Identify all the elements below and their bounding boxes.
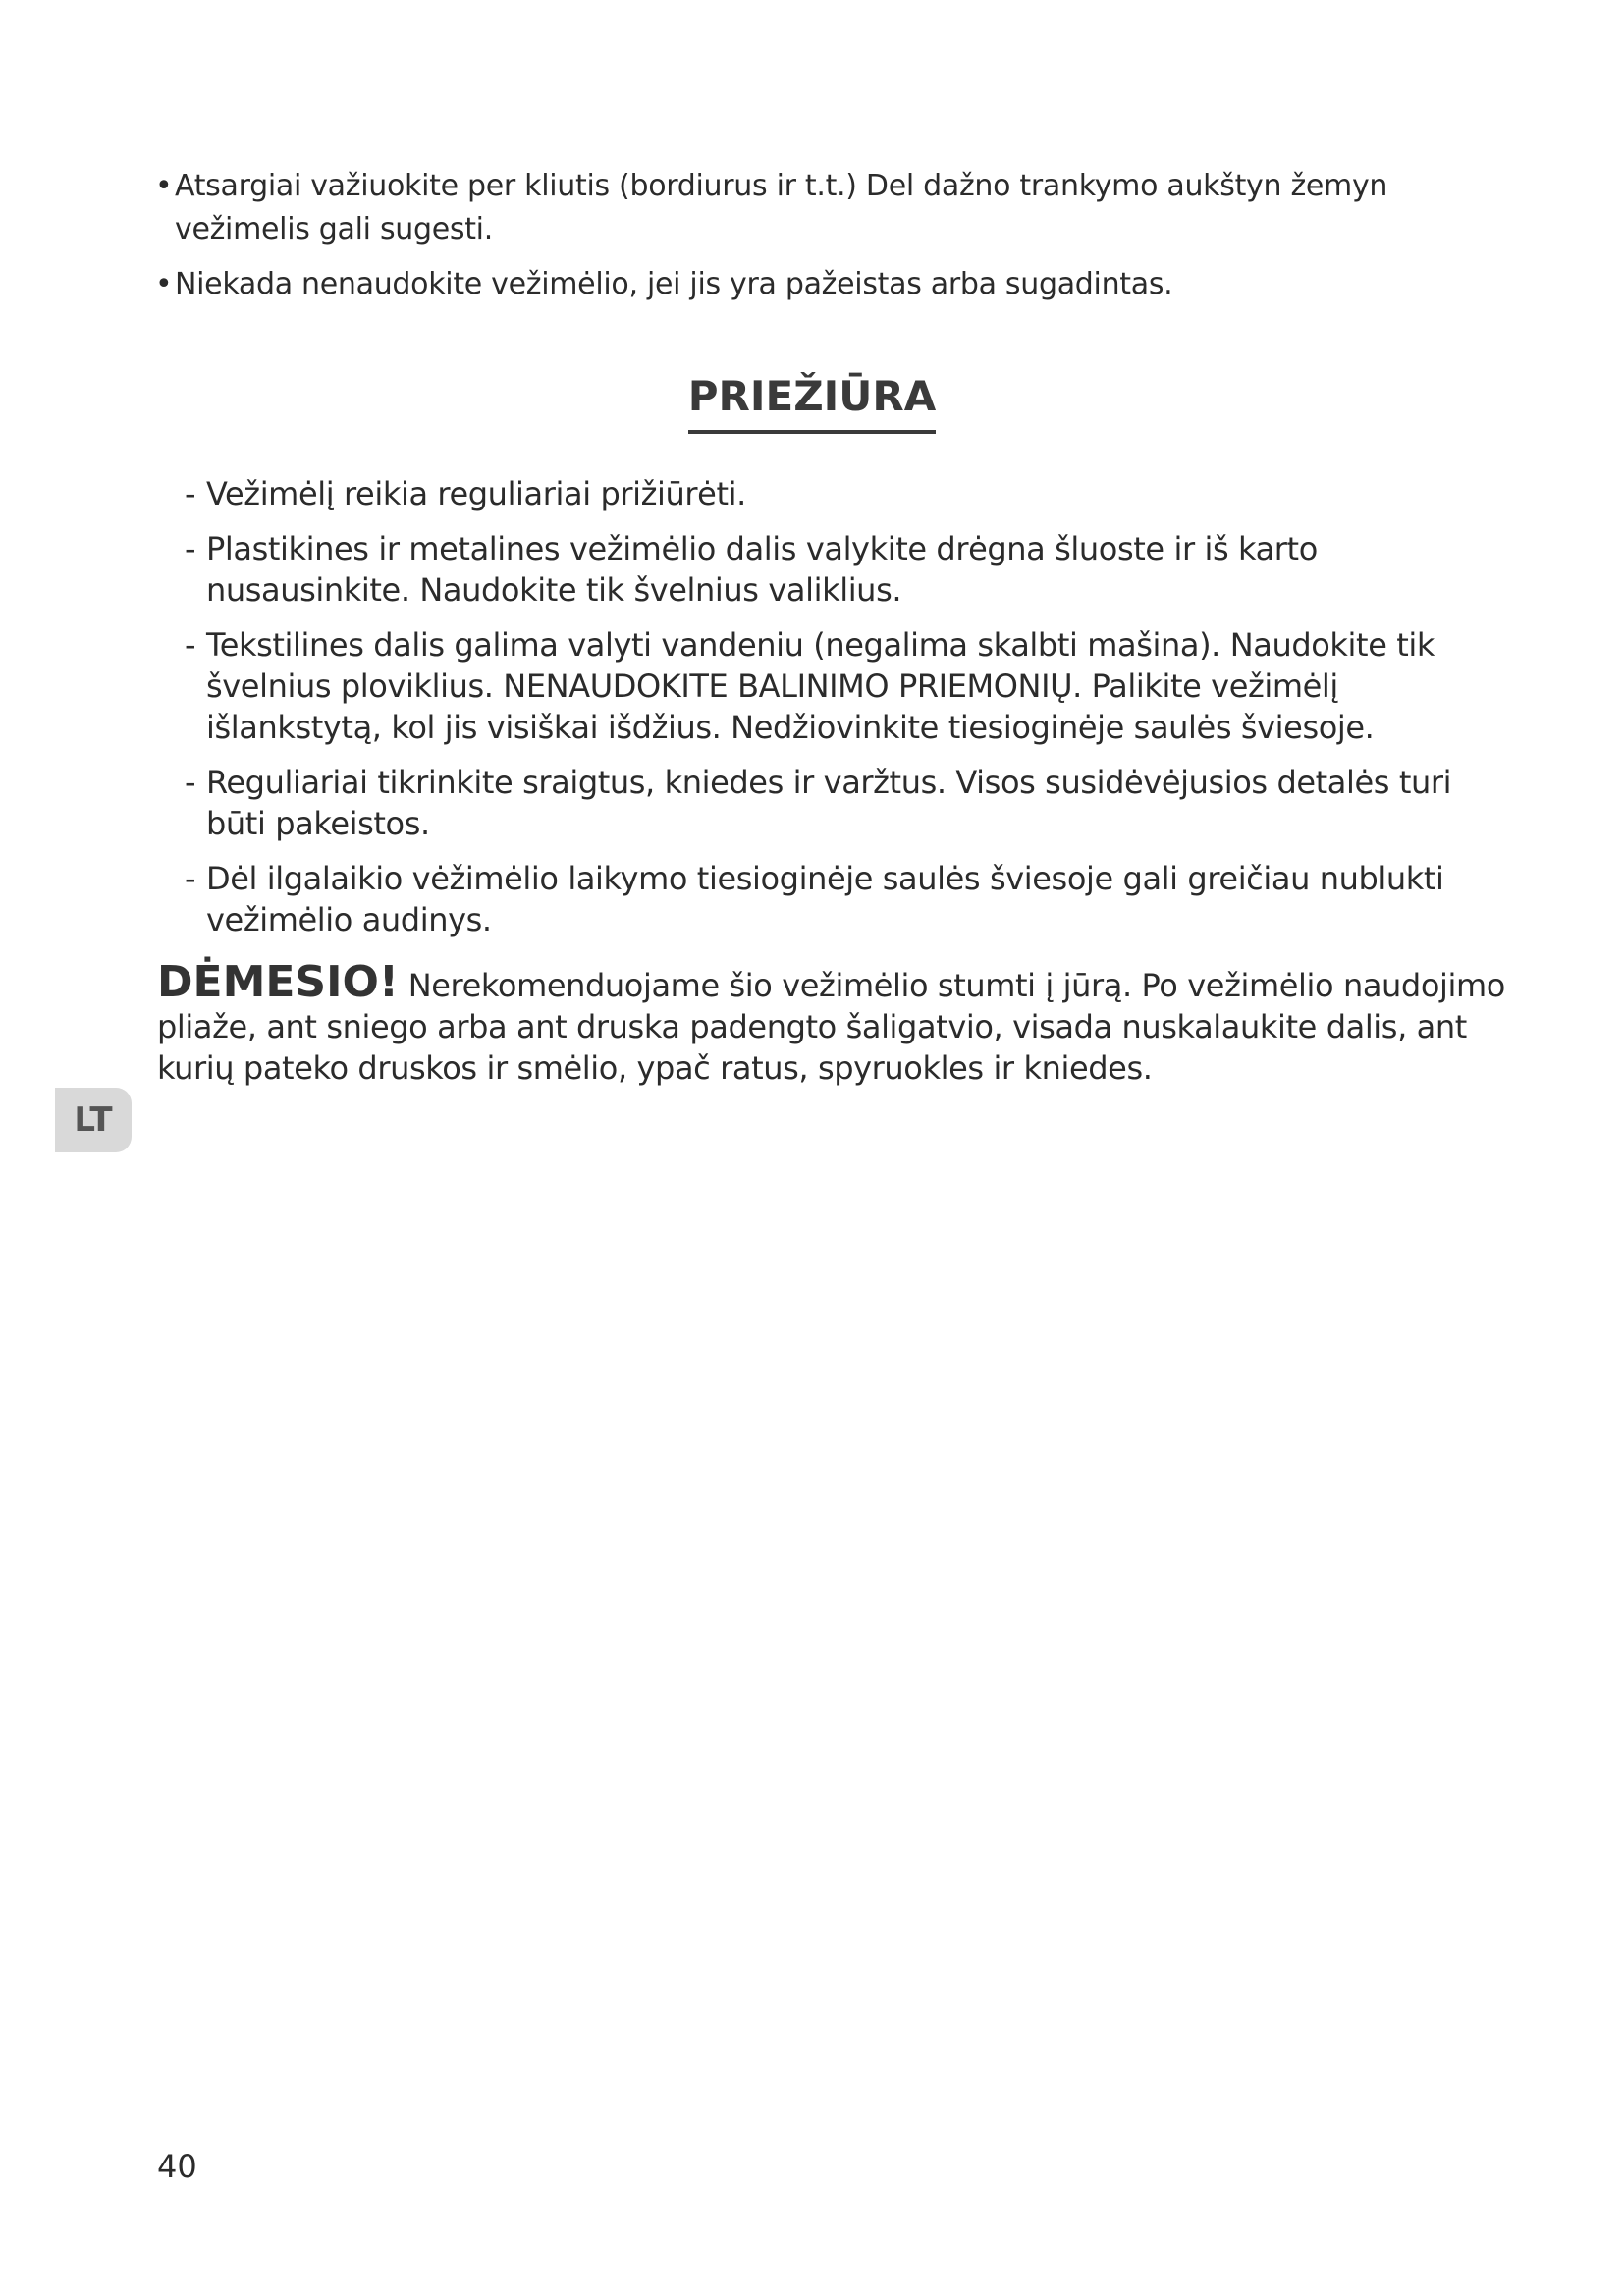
bullet-text: Niekada nenaudokite vežimėlio, jei jis yra pažeistas arba sugadintas. bbox=[175, 267, 1173, 301]
bullet-marker: • bbox=[155, 169, 173, 203]
care-item bbox=[185, 858, 1520, 940]
warning-lead: DĖMESIO! bbox=[157, 957, 399, 1007]
page-number: 40 bbox=[157, 2148, 197, 2185]
care-text: Dėl ilgalaikio vėžimėlio laikymo tiesioginėje saulės šviesoje gali greičiau nublukti vežimėlio audinys. bbox=[206, 860, 1444, 938]
section-heading bbox=[0, 367, 1624, 434]
bullet-text: Atsargiai važiuokite per kliutis (bordiurus ir t.t.) Del dažno trankymo aukštyn žemyn vežimelis gali sugesti. bbox=[175, 169, 1388, 246]
care-text: Plastikines ir metalines vežimėlio dalis valykite drėgna šluoste ir iš karto nusausinkite. Naudokite tik švelnius valiklius. bbox=[206, 530, 1318, 609]
care-marker: - bbox=[185, 475, 196, 512]
care-item bbox=[185, 473, 1520, 514]
care-item bbox=[185, 624, 1520, 748]
care-item bbox=[185, 528, 1520, 611]
care-marker: - bbox=[185, 764, 196, 801]
care-marker: - bbox=[185, 860, 196, 897]
bullet-item bbox=[155, 263, 1500, 306]
care-list bbox=[185, 473, 1520, 954]
bullet-item bbox=[155, 165, 1500, 251]
care-marker: - bbox=[185, 626, 196, 664]
warning-text: Nerekomenduojame šio vežimėlio stumti į jūrą. Po vežimėlio naudojimo pliaže, ant sniego arba ant druska padengto šaligatvio, visada nuskalaukite dalis, ant kurių pateko druskos ir smėlio, ypač ratus, spyruokles ir kniedes. bbox=[157, 967, 1505, 1087]
bullet-list bbox=[155, 165, 1500, 318]
section-title: PRIEŽIŪRA bbox=[688, 367, 936, 434]
care-item bbox=[185, 762, 1520, 844]
language-tab: LT bbox=[55, 1088, 132, 1152]
care-text: Vežimėlį reikia reguliariai prižiūrėti. bbox=[206, 475, 746, 512]
care-text: Reguliariai tikrinkite sraigtus, kniedes ir varžtus. Visos susidėvėjusios detalės turi būti pakeistos. bbox=[206, 764, 1452, 842]
bullet-marker: • bbox=[155, 267, 173, 301]
care-marker: - bbox=[185, 530, 196, 567]
care-text: Tekstilines dalis galima valyti vandeniu (negalima skalbti mašina). Naudokite tik švelnius ploviklius. NENAUDOKITE BALINIMO PRIEMONIŲ. Palikite vežimėlį išlankstytą, kol jis visiškai išdžius. Nedžiovinkite tiesioginėje saulės šviesoje. bbox=[206, 626, 1435, 746]
warning-paragraph bbox=[157, 957, 1522, 1089]
